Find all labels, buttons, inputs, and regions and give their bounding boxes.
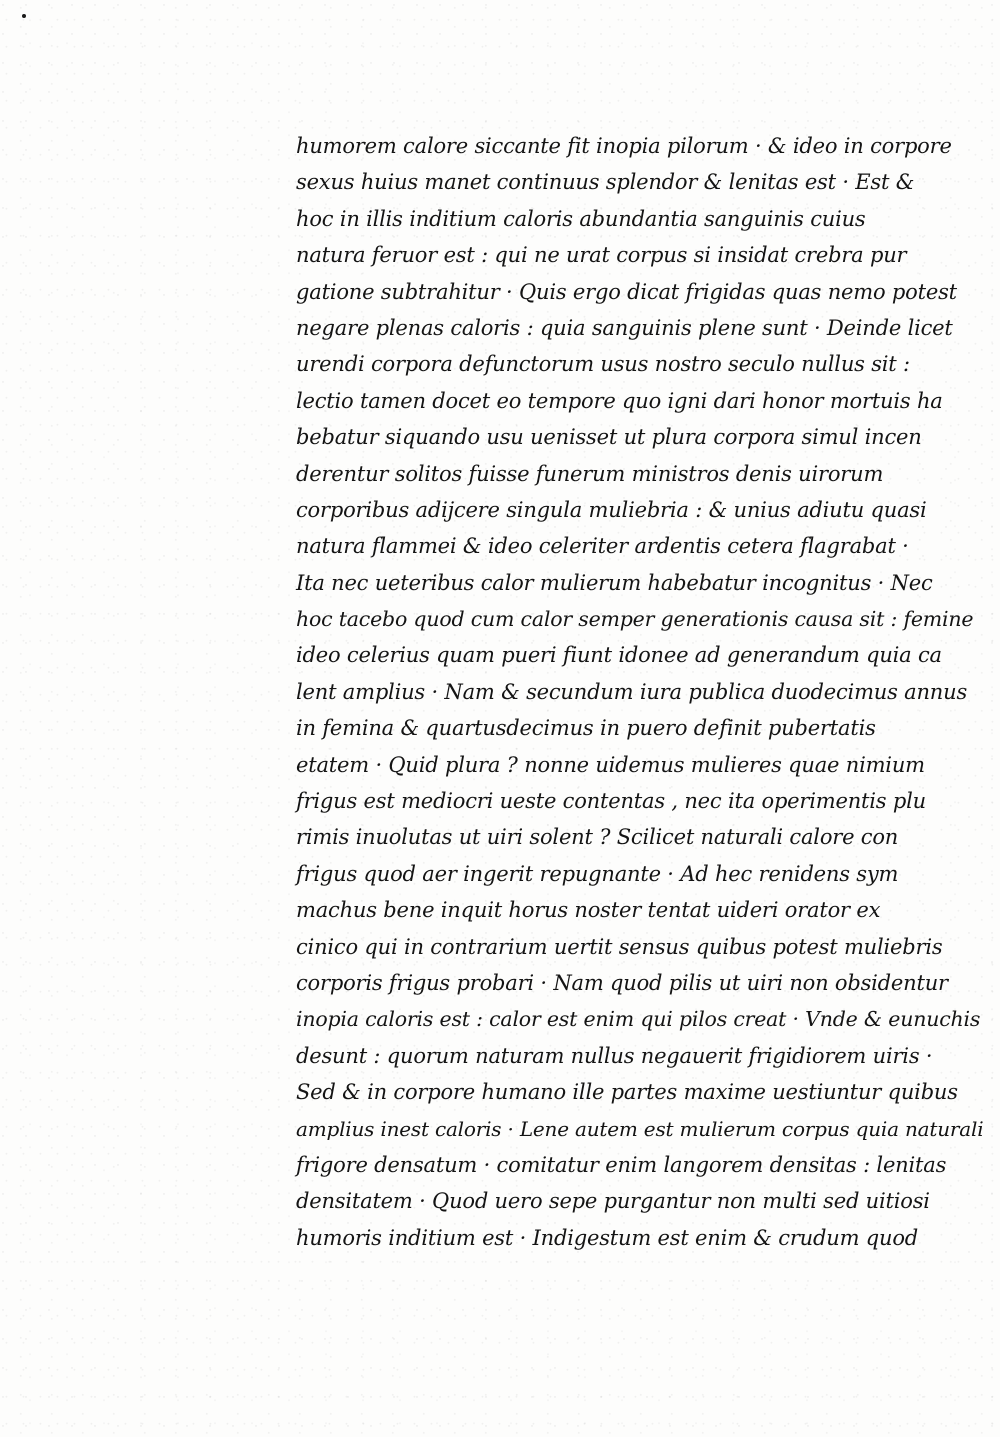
- manuscript-line: gatione subtrahitur · Quis ergo dicat frigidas quas nemo potest: [296, 279, 957, 304]
- manuscript-text-block: [296, 128, 986, 1256]
- ink-speck: [22, 14, 26, 18]
- manuscript-line: hoc tacebo quod cum calor semper generationis causa sit : femine: [296, 607, 974, 632]
- manuscript-line: natura flammei & ideo celeriter ardentis cetera flagrabat ·: [296, 534, 909, 559]
- manuscript-line: frigore densatum · comitatur enim langorem densitas : lenitas: [296, 1152, 947, 1177]
- manuscript-line: natura feruor est : qui ne urat corpus si insidat crebra pur: [296, 243, 907, 268]
- manuscript-line: ideo celerius quam pueri fiunt idonee ad generandum quia ca: [296, 643, 942, 668]
- manuscript-line: inopia caloris est : calor est enim qui pilos creat · Vnde & eunuchis: [296, 1007, 981, 1032]
- manuscript-line: in femina & quartusdecimus in puero definit pubertatis: [296, 716, 876, 741]
- manuscript-line: cinico qui in contrarium uertit sensus quibus potest muliebris: [296, 934, 943, 959]
- manuscript-line: humoris inditium est · Indigestum est enim & crudum quod: [296, 1225, 919, 1250]
- manuscript-line: sexus huius manet continuus splendor & lenitas est · Est &: [296, 170, 915, 195]
- manuscript-line: lent amplius · Nam & secundum iura publica duodecimus annus: [296, 679, 968, 704]
- manuscript-line: corporis frigus probari · Nam quod pilis ut uiri non obsidentur: [296, 970, 948, 995]
- manuscript-line: etatem · Quid plura ? nonne uidemus mulieres quae nimium: [296, 752, 925, 777]
- manuscript-line: lectio tamen docet eo tempore quo igni dari honor mortuis ha: [296, 388, 943, 413]
- manuscript-line: rimis inuolutas ut uiri solent ? Scilicet naturali calore con: [296, 825, 899, 850]
- manuscript-line: urendi corpora defunctorum usus nostro seculo nullus sit :: [296, 352, 910, 377]
- manuscript-line: derentur solitos fuisse funerum ministros denis uirorum: [296, 461, 884, 486]
- manuscript-line: Ita nec ueteribus calor mulierum habebatur incognitus · Nec: [296, 570, 933, 595]
- manuscript-line: amplius inest caloris · Lene autem est mulierum corpus quia naturali: [296, 1116, 984, 1141]
- manuscript-line: Sed & in corpore humano ille partes maxime uestiuntur quibus: [296, 1080, 958, 1105]
- manuscript-line: desunt : quorum naturam nullus negauerit frigidiorem uiris ·: [296, 1043, 933, 1068]
- manuscript-line: machus bene inquit horus noster tentat uideri orator ex: [296, 898, 881, 923]
- manuscript-line: hoc in illis inditium caloris abundantia sanguinis cuius: [296, 206, 866, 231]
- manuscript-line: frigus est mediocri ueste contentas , nec ita operimentis plu: [296, 789, 926, 814]
- manuscript-line: negare plenas caloris : quia sanguinis plene sunt · Deinde licet: [296, 315, 953, 340]
- manuscript-line: humorem calore siccante fit inopia pilorum · & ideo in corpore: [296, 134, 952, 158]
- manuscript-line: densitatem · Quod uero sepe purgantur non multi sed uitiosi: [296, 1189, 930, 1214]
- manuscript-line: frigus quod aer ingerit repugnante · Ad hec renidens sym: [296, 861, 899, 886]
- manuscript-line: bebatur siquando usu uenisset ut plura corpora simul incen: [296, 425, 922, 450]
- manuscript-line: corporibus adijcere singula muliebria : & unius adiutu quasi: [296, 497, 927, 522]
